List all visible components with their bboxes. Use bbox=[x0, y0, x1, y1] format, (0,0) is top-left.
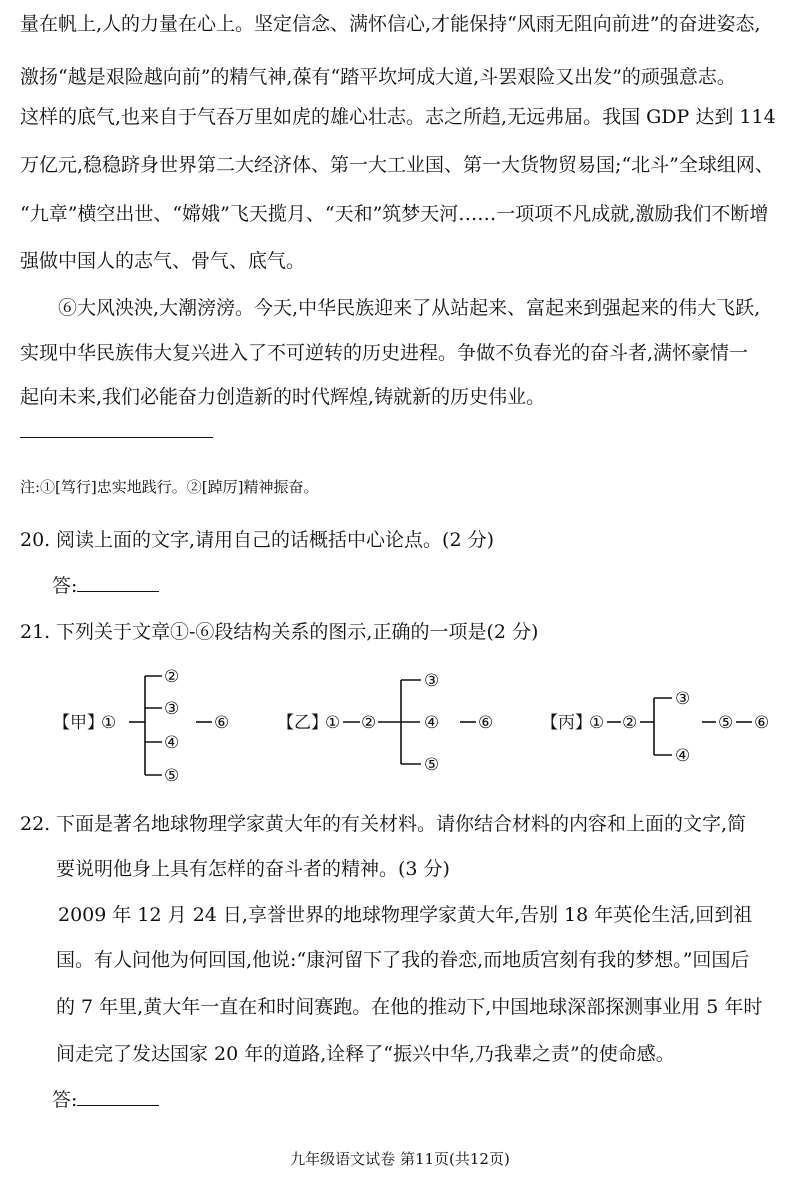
diagram-jia-node: ③ bbox=[164, 699, 180, 719]
paragraph-6-line: 实现中华民族伟大复兴进入了不可逆转的历史进程。争做不负春光的奋斗者,满怀豪情一 bbox=[20, 342, 749, 364]
diagram-bing-node: ② bbox=[622, 713, 638, 733]
diagram-bing-node: ④ bbox=[675, 746, 691, 766]
answer-22 bbox=[52, 1089, 159, 1111]
question-number: 21. bbox=[20, 621, 51, 643]
page-footer: 九年级语文试卷 第11页(共12页) bbox=[290, 1150, 510, 1168]
diagram-yi-label: 【乙】 bbox=[277, 713, 328, 733]
diagram-bing-node: ③ bbox=[675, 689, 691, 709]
answer-label: 答: bbox=[52, 1089, 78, 1111]
answer-label: 答: bbox=[52, 575, 78, 597]
question-number: 20. bbox=[20, 529, 51, 551]
question-text: 要说明他身上具有怎样的奋斗者的精神。(3 分) bbox=[56, 858, 450, 880]
diagram-jia-node: ⑤ bbox=[164, 766, 180, 786]
diagram-bing-node: ⑥ bbox=[754, 713, 770, 733]
diagram-bing-label: 【丙】 bbox=[541, 713, 592, 733]
diagram-yi-node: ⑤ bbox=[424, 755, 440, 775]
passage-line: “九章”横空出世、“嫦娥”飞天揽月、“天和”筑梦天河……一项项不凡成就,激励我们不断增 bbox=[20, 203, 769, 225]
question-text: 下列关于文章①-⑥段结构关系的图示,正确的一项是(2 分) bbox=[56, 621, 539, 643]
diagram-jia-node: ② bbox=[164, 667, 180, 687]
diagram-jia-node: ⑥ bbox=[214, 713, 230, 733]
passage-line: 强做中国人的志气、骨气、底气。 bbox=[20, 250, 306, 272]
diagram-yi-node: ③ bbox=[424, 671, 440, 691]
question-text: 下面是著名地球物理学家黄大年的有关材料。请你结合材料的内容和上面的文字,简 bbox=[56, 813, 747, 835]
diagram-bing-node: ⑤ bbox=[718, 713, 734, 733]
passage-line: 激扬“越是艰险越向前”的精气神,葆有“踏平坎坷成大道,斗罢艰险又出发”的顽强意志。 bbox=[20, 66, 736, 88]
diagram-jia-node: ④ bbox=[164, 733, 180, 753]
question-22 bbox=[20, 813, 746, 835]
diagram-yi-node: ① bbox=[325, 713, 341, 733]
passage-line: 量在帆上,人的力量在心上。坚定信念、满怀信心,才能保持“风雨无阻向前进”的奋进姿态, bbox=[20, 13, 761, 35]
question-number: 22. bbox=[20, 813, 51, 835]
diagram-yi-node: ④ bbox=[424, 713, 440, 733]
diagram-yi-node: ⑥ bbox=[478, 713, 494, 733]
answer-blank[interactable] bbox=[77, 1089, 159, 1106]
passage-line: 万亿元,稳稳跻身世界第二大经济体、第一大工业国、第一大货物贸易国;“北斗”全球组网、 bbox=[20, 154, 774, 176]
material-line: 间走完了发达国家 20 年的道路,诠释了“振兴中华,乃我辈之责”的使命感。 bbox=[56, 1043, 675, 1065]
diagram-jia-label: 【甲】 bbox=[53, 713, 104, 733]
material-line: 的 7 年里,黄大年一直在和时间赛跑。在他的推动下,中国地球深部探测事业用 5 年时 bbox=[56, 996, 763, 1018]
paragraph-6-line: ⑥大风泱泱,大潮滂滂。今天,中华民族迎来了从站起来、富起来到强起来的伟大飞跃, bbox=[58, 297, 761, 319]
diagram-jia-node: ① bbox=[101, 713, 117, 733]
material-line: 国。有人问他为何回国,他说:“康河留下了我的眷恋,而地质宫刻有我的梦想。”回国后 bbox=[56, 949, 750, 971]
footnote: 注:①[笃行]忠实地践行。②[踔厉]精神振奋。 bbox=[20, 478, 319, 496]
diagram-yi-node: ② bbox=[361, 713, 377, 733]
passage-line: 这样的底气,也来自于气吞万里如虎的雄心壮志。志之所趋,无远弗届。我国 GDP 达到 114 bbox=[20, 106, 776, 128]
question-text: 阅读上面的文字,请用自己的话概括中心论点。(2 分) bbox=[56, 529, 494, 551]
diagram-bing-node: ① bbox=[589, 713, 605, 733]
material-line: 2009 年 12 月 24 日,享誉世界的地球物理学家黄大年,告别 18 年英伦生活,回到祖 bbox=[58, 904, 753, 926]
paragraph-6-line: 起向未来,我们必能奋力创造新的时代辉煌,铸就新的历史伟业。 bbox=[20, 386, 546, 408]
